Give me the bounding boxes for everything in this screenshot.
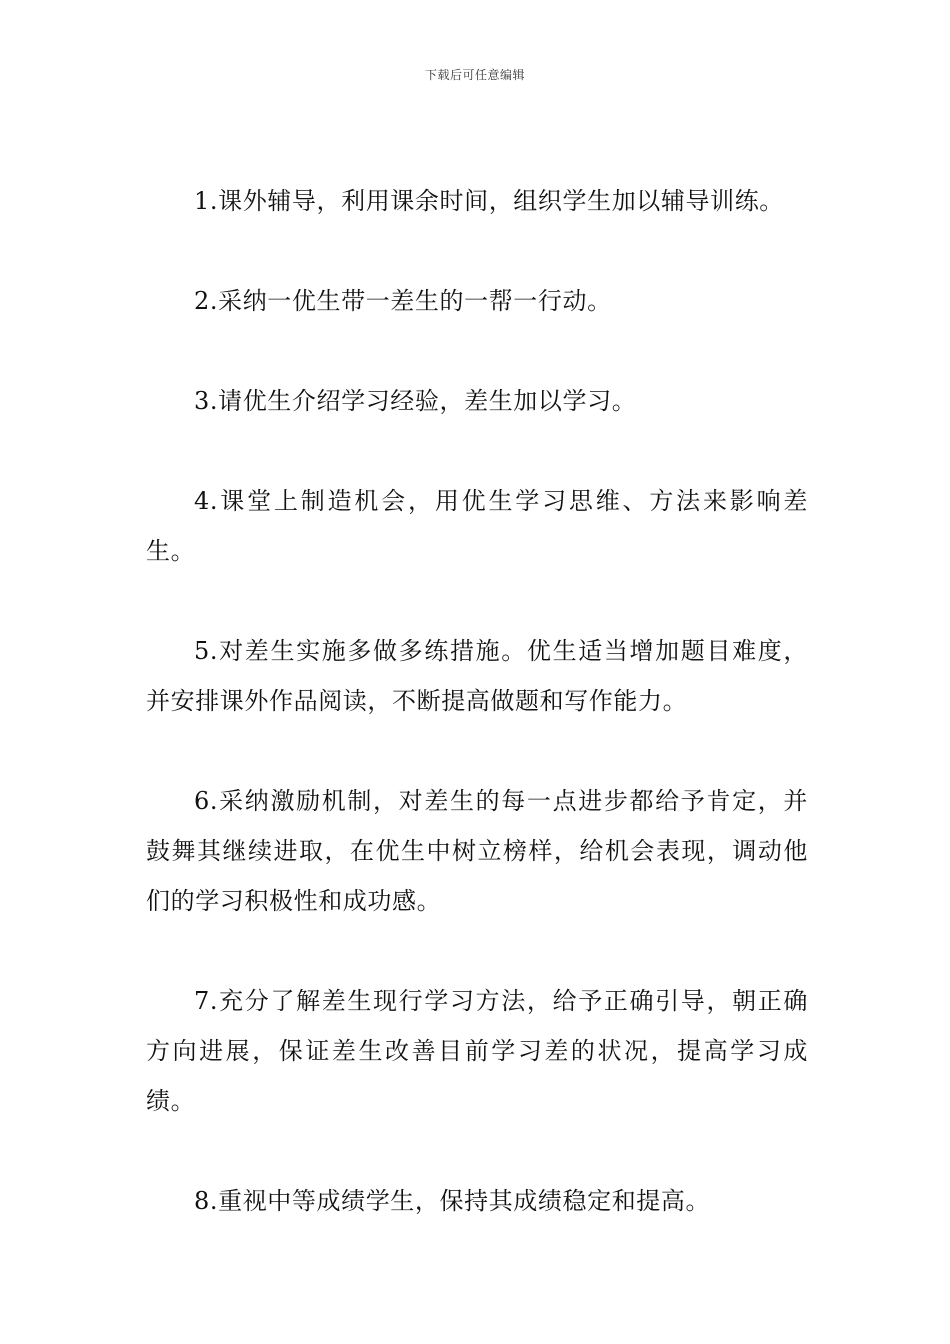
page-header: 下载后可任意编辑	[424, 68, 525, 82]
document-body	[146, 176, 808, 1276]
paragraph-4: 4.课堂上制造机会，用优生学习思维、方法来影响差生。	[146, 487, 808, 565]
paragraph-2: 2.采纳一优生带一差生的一帮一行动。	[194, 287, 612, 315]
paragraph-3: 3.请优生介绍学习经验，差生加以学习。	[194, 387, 637, 415]
paragraph-6: 6.采纳激励机制，对差生的每一点进步都给予肯定，并鼓舞其继续进取，在优生中树立榜样，给机会表现，调动他们的学习积极性和成功感。	[146, 787, 808, 915]
paragraph-5: 5.对差生实施多做多练措施。优生适当增加题目难度，并安排课外作品阅读，不断提高做题和写作能力。	[146, 637, 808, 715]
paragraph-1: 1.课外辅导，利用课余时间，组织学生加以辅导训练。	[194, 187, 784, 215]
paragraph-8: 8.重视中等成绩学生，保持其成绩稳定和提高。	[194, 1187, 711, 1215]
paragraph-7: 7.充分了解差生现行学习方法，给予正确引导，朝正确方向进展，保证差生改善目前学习差的状况，提高学习成绩。	[146, 987, 808, 1115]
